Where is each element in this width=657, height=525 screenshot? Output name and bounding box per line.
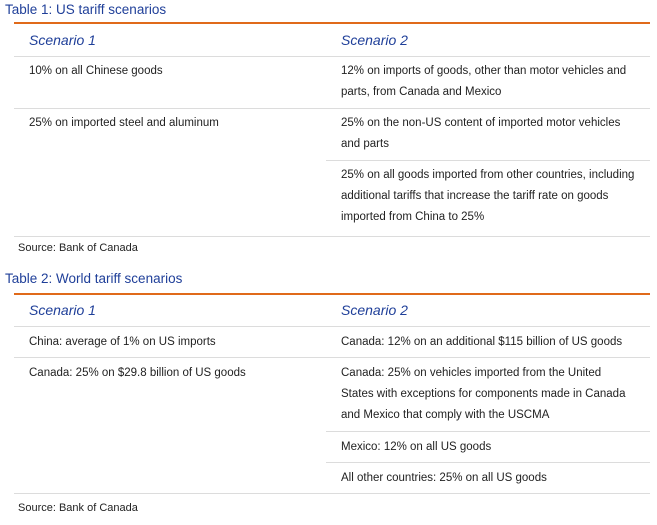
table2-row4-col2: All other countries: 25% on all US goods bbox=[341, 472, 547, 484]
table1-header-divider bbox=[14, 56, 650, 57]
table1-top-rule bbox=[14, 22, 650, 24]
table2-col1-header: Scenario 1 bbox=[29, 302, 96, 318]
table2-title: Table 2: World tariff scenarios bbox=[5, 271, 183, 286]
table1-row1-col1: 10% on all Chinese goods bbox=[29, 65, 163, 77]
table2-row2-divider bbox=[326, 431, 650, 432]
table2-row3-col2: Mexico: 12% on all US goods bbox=[341, 441, 492, 453]
table1-title: Table 1: US tariff scenarios bbox=[5, 2, 167, 17]
table2-row2-col2: Canada: 25% on vehicles imported from the United States with exceptions for components made in Canada and Mexico that comply with the USCMA bbox=[341, 367, 626, 421]
table2-row1-divider bbox=[14, 357, 650, 358]
table1-row2-col1: 25% on imported steel and aluminum bbox=[29, 117, 219, 129]
table1-row1-divider bbox=[14, 108, 650, 109]
table1-row3-col2: 25% on all goods imported from other countries, including additional tariffs that increase the tariff rate on goods imported from China to 25% bbox=[341, 169, 635, 223]
table2-row1-col1: China: average of 1% on US imports bbox=[29, 336, 216, 348]
table1-row2-col2: 25% on the non-US content of imported motor vehicles and parts bbox=[341, 117, 621, 150]
table1-col1-header: Scenario 1 bbox=[29, 32, 96, 48]
table2-top-rule bbox=[14, 293, 650, 295]
table2-header-divider bbox=[14, 326, 650, 327]
table2-row2-col1: Canada: 25% on $29.8 billion of US goods bbox=[29, 367, 246, 379]
table1-row1-col2: 12% on imports of goods, other than motor vehicles and parts, from Canada and Mexico bbox=[341, 65, 627, 98]
table1-row2-divider bbox=[326, 160, 650, 161]
table2-col2-header: Scenario 2 bbox=[341, 302, 408, 318]
table1-col2-header: Scenario 2 bbox=[341, 32, 408, 48]
table2-bottom-divider bbox=[14, 493, 650, 494]
table2-row1-col2: Canada: 12% on an additional $115 billion of US goods bbox=[341, 336, 623, 348]
table1-bottom-divider bbox=[14, 236, 650, 237]
table1-source: Source: Bank of Canada bbox=[18, 242, 138, 254]
table2-row3-divider bbox=[326, 462, 650, 463]
table2-source: Source: Bank of Canada bbox=[18, 502, 138, 514]
